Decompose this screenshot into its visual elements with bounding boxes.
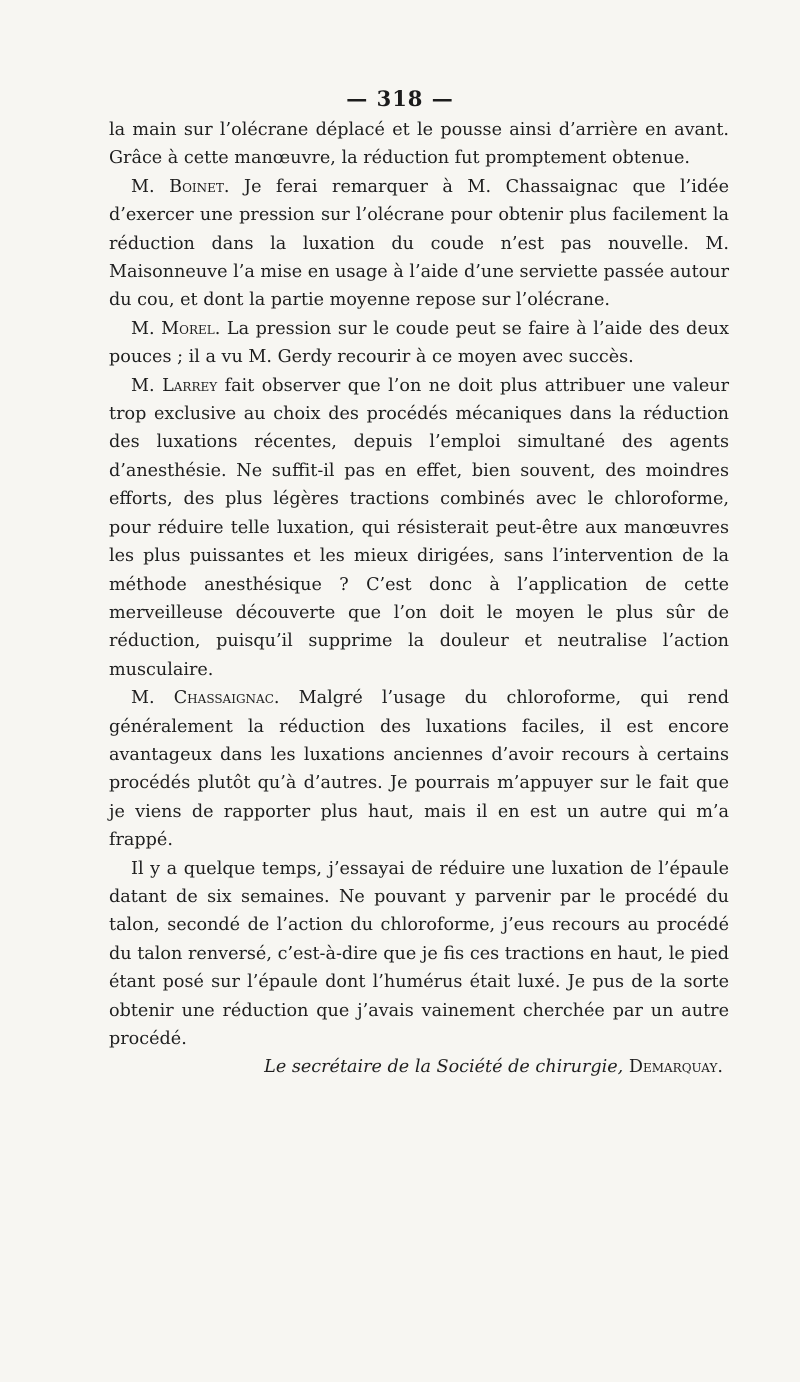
speaker-name: M. Larrey — [131, 375, 218, 396]
signature-name: Demarquay. — [628, 1057, 723, 1078]
speaker-name: M. Morel. — [131, 318, 221, 339]
paragraph-morel — [109, 315, 729, 372]
paragraph-chassaignac — [109, 684, 729, 854]
paragraph-boinet — [109, 173, 729, 315]
page-number: — 318 — — [346, 86, 454, 111]
signature-role: Le secrétaire de la Société de chirurgie, — [264, 1057, 624, 1078]
paragraph-text: Je ferai remarquer à M. Chassaignac que l’idée d’exercer une pression sur l’olécrane pour obtenir plus facilement la réduction dans la luxation du coude n’est pas nouvelle. M. Maisonneuve l’a mise en usage à l’aide d’une serviette passée autour du cou, et dont la partie moyenne repose sur l’olécrane. — [109, 176, 729, 311]
paragraph-text: Il y a quelque temps, j’essayai de réduire une luxation de l’épaule datant de six semaines. Ne pouvant y parvenir par le procédé du talon, secondé de l’action du chloroforme, j’eus recours au procédé du talon renversé, c’est-à-dire que je fis ces tractions en haut, le pied étant posé sur l’épaule dont l’humérus était luxé. Je pus de la sorte obtenir une réduction que j’avais vainement cherchée par un autre procédé. — [109, 858, 729, 1049]
paragraph-text: fait observer que l’on ne doit plus attribuer une valeur trop exclusive au choix des procédés mécaniques dans la réduction des luxations récentes, depuis l’emploi simultané des agents d’anesthésie. Ne suffit-il pas en effet, bien souvent, des moindres efforts, des plus légères tractions combinés avec le chloroforme, pour réduire telle luxation, qui résisterait peut-être aux manœuvres les plus puissantes et les mieux dirigées, sans l’intervention de la méthode anesthésique ? C’est donc à l’application de cette merveilleuse découverte que l’on doit le moyen le plus sûr de réduction, puisqu’il supprime la douleur et neutralise l’action musculaire. — [109, 375, 729, 680]
paragraph-text: La pression sur le coude peut se faire à l’aide des deux pouces ; il a vu M. Gerdy recourir à ce moyen avec succès. — [109, 318, 729, 368]
speaker-name: M. Chassaignac. — [131, 688, 280, 709]
signature-line — [109, 1053, 729, 1081]
speaker-name: M. Boinet. — [131, 176, 230, 197]
paragraph-text: la main sur l’olécrane déplacé et le pousse ainsi d’arrière en avant. Grâce à cette manœuvre, la réduction fut promptement obtenue. — [109, 120, 729, 169]
paragraph-continuation — [109, 116, 729, 173]
paragraph-larrey — [109, 372, 729, 684]
document-body — [109, 116, 729, 1082]
paragraph-text: Malgré l’usage du chloroforme, qui rend généralement la réduction des luxations faciles, il est encore avantageux dans les luxations anciennes d’avoir recours à certains procédés plutôt qu’à d’autres. Je pourrais m’appuyer sur le fait que je viens de rapporter plus haut, mais il en est un autre qui m’a frappé. — [109, 688, 729, 851]
paragraph-case-report — [109, 855, 729, 1054]
